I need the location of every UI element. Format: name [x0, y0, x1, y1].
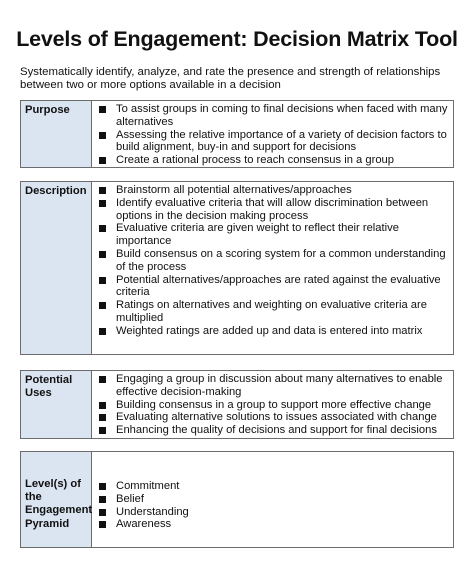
square-bullet-icon: [99, 509, 106, 516]
square-bullet-icon: [99, 496, 106, 503]
list-item: [98, 184, 449, 197]
list-item: [98, 248, 449, 274]
list-item: [98, 103, 449, 129]
list-item: [98, 197, 449, 223]
list-item-text: Awareness: [116, 518, 172, 531]
list-item-text: Identify evaluative criteria that will allow discrimination between options in the decision making process: [116, 196, 429, 222]
list-item-text: Engaging a group in discussion about many alternatives to enable effective decision-making: [116, 373, 443, 398]
list-item: [98, 424, 449, 437]
engagement-level-list: [92, 478, 453, 531]
square-bullet-icon: [99, 225, 106, 232]
list-item-text: Evaluative criteria are given weight to reflect their relative importance: [116, 222, 399, 248]
intro-text: Systematically identify, analyze, and rate the presence and strength of relationships between two or more options available in a decision: [20, 66, 441, 91]
page-title: Levels of Engagement: Decision Matrix Tool: [16, 27, 458, 51]
square-bullet-icon: [99, 106, 106, 113]
list-item-text: Create a rational process to reach consensus in a group: [116, 154, 394, 167]
list-item: [98, 154, 449, 167]
list-item-text: Ratings on alternatives and weighting on evaluative criteria are multiplied: [116, 299, 427, 324]
square-bullet-icon: [99, 376, 106, 383]
section-label-purpose: Purpose: [21, 101, 92, 167]
square-bullet-icon: [99, 277, 106, 284]
list-item: [98, 373, 449, 399]
list-item: [98, 480, 449, 493]
list-item: [98, 506, 449, 519]
list-item: [98, 518, 449, 531]
list-item: [98, 493, 449, 506]
purpose-section: [20, 100, 454, 168]
description-list: [92, 182, 453, 338]
square-bullet-icon: [99, 132, 106, 139]
square-bullet-icon: [99, 328, 106, 335]
square-bullet-icon: [99, 427, 106, 434]
list-item: [98, 325, 449, 338]
section-label-potential-uses: Potential Uses: [21, 371, 92, 438]
square-bullet-icon: [99, 483, 106, 490]
section-label-description: Description: [21, 182, 92, 354]
description-section: [20, 181, 454, 355]
list-item-text: Evaluating alternative solutions to issues associated with change: [116, 411, 437, 424]
potential-uses-section: [20, 370, 454, 439]
square-bullet-icon: [99, 157, 106, 164]
list-item: [98, 299, 449, 325]
list-item-text: Enhancing the quality of decisions and support for final decisions: [116, 424, 437, 437]
section-label-engagement-level: Level(s) of the Engagement Pyramid: [21, 452, 92, 547]
square-bullet-icon: [99, 302, 106, 309]
list-item: [98, 129, 449, 155]
list-item-text: Brainstorm all potential alternatives/approaches: [116, 184, 352, 196]
square-bullet-icon: [99, 200, 106, 207]
square-bullet-icon: [99, 402, 106, 409]
list-item-text: Build consensus on a scoring system for a common understanding of the process: [116, 247, 446, 273]
square-bullet-icon: [99, 414, 106, 421]
potential-uses-list: [92, 371, 453, 437]
list-item-text: Commitment: [116, 480, 180, 492]
list-item-text: Building consensus in a group to support more effective change: [116, 398, 432, 411]
square-bullet-icon: [99, 521, 106, 528]
list-item-text: Understanding: [116, 505, 189, 518]
list-item-text: Belief: [116, 492, 144, 505]
list-item: [98, 411, 449, 424]
list-item-text: Potential alternatives/approaches are rated against the evaluative criteria: [116, 273, 441, 299]
list-item-text: To assist groups in coming to final decisions when faced with many alternatives: [116, 103, 448, 128]
list-item-text: Weighted ratings are added up and data is entered into matrix: [116, 324, 423, 337]
list-item-text: Assessing the relative importance of a variety of decision factors to build alignment, buy-in and support for decisions: [116, 128, 447, 154]
purpose-list: [92, 101, 453, 167]
list-item: [98, 399, 449, 412]
engagement-level-section: [20, 451, 454, 548]
list-item: [98, 222, 449, 248]
list-item: [98, 274, 449, 300]
square-bullet-icon: [99, 251, 106, 258]
square-bullet-icon: [99, 187, 106, 194]
